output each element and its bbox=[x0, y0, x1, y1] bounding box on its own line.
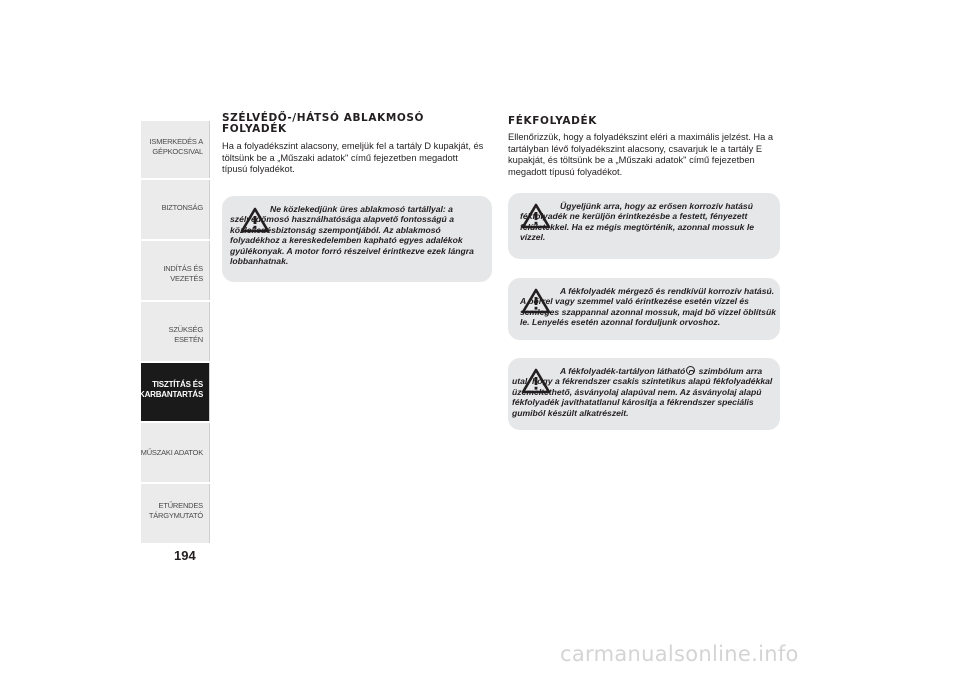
warning-text: A fékfolyadék mérgező és rendkívül korrozív hatású. A bőrrel vagy szemmel való érintkezése esetén vízzel és semleges szappannal azonnal mossuk, majd bő vízzel öblítsük le. Lenyelés esetén azonnal forduljunk orvoshoz. bbox=[520, 286, 776, 328]
tab-tisztitas-es-karbantartas[interactable] bbox=[141, 363, 210, 421]
brake-fluid-symbol-icon bbox=[686, 366, 695, 375]
tab-muszaki-adatok[interactable] bbox=[141, 423, 210, 482]
warning-text: Ne közlekedjünk üres ablakmosó tartállyal: a szélvédőmosó használhatósága alapvető fontosságú a közlekedésbiztonság szempontjából. Az ablakmosó folyadékhoz a kereskedelemben kapható egyes adalékok gyúlékonyak. A motor forró részeivel érintkezve ezek lángra lobbanhatnak. bbox=[230, 204, 474, 267]
title-line-1: SZÉLVÉDŐ-/HÁTSÓ ABLAKMOSÓ bbox=[222, 112, 425, 124]
warning-text-part-1: A fékfolyadék-tartályon látható bbox=[560, 366, 686, 376]
section-ablakmoso bbox=[222, 113, 492, 176]
warning-box bbox=[508, 193, 780, 259]
tab-label: ETŰRENDES TÁRGYMUTATÓ bbox=[148, 501, 203, 520]
warning-text: Ügyeljünk arra, hogy az erősen korrozív hatású fékfolyadék ne kerüljön érintkezésbe a festett, fényezett felületekkel. Ha ez mégis megtörténik, azonnal mossuk le vízzel. bbox=[520, 201, 755, 243]
warning-box bbox=[222, 196, 492, 282]
warning-text bbox=[512, 366, 776, 418]
tab-label: TISZTÍTÁS ÉS KARBANTARTÁS bbox=[139, 380, 204, 399]
section-fekfolyadek bbox=[508, 116, 780, 178]
tab-ismerkedes[interactable] bbox=[141, 121, 210, 178]
tab-biztonsag[interactable] bbox=[141, 180, 210, 239]
tab-inditas-es-vezetes[interactable] bbox=[141, 241, 210, 300]
section-body: Ha a folyadékszint alacsony, emeljük fel a tartály D kupakját, és töltsünk be a „Műszaki adatok" című fejezetben megadott típusú folyadékot. bbox=[222, 141, 484, 174]
warning-box bbox=[508, 278, 780, 340]
tab-szukseg-eseten[interactable] bbox=[141, 302, 210, 361]
page-number: 194 bbox=[174, 548, 196, 563]
tab-label: ISMERKEDÉS A GÉPKOCSIVAL bbox=[149, 137, 203, 156]
tab-label: INDÍTÁS ÉS VEZETÉS bbox=[163, 264, 203, 283]
section-title bbox=[222, 113, 492, 135]
tab-label: MŰSZAKI ADATOK bbox=[140, 448, 203, 457]
tab-label: SZÜKSÉG ESETÉN bbox=[168, 325, 203, 344]
title-line-2: FOLYADÉK bbox=[222, 123, 287, 135]
section-title: FÉKFOLYADÉK bbox=[508, 115, 597, 127]
tab-targymutato[interactable] bbox=[141, 484, 210, 543]
tab-label: BIZTONSÁG bbox=[161, 203, 203, 212]
section-body: Ellenőrizzük, hogy a folyadékszint eléri a maximális jelzést. Ha a tartályban lévő folyadékszint alacsony, csavarjuk le a tartály E kupakját, és töltsünk be a „Műszaki adatok" című fejezetben megadott típusú folyadékot. bbox=[508, 132, 774, 177]
warning-box bbox=[508, 358, 780, 430]
watermark: carmanualsonline.info bbox=[560, 642, 799, 666]
warning-text-part-2: szimbólum arra utal, hogy a fékrendszer csakis szintetikus alapú fékfolyadékkal üzemeltethető, ásványolaj alapúval nem. Az ásványolaj alapú fékfolyadék javíthatatlanul károsítja a fékrendszer speciális gumiból készült alkatrészeit. bbox=[512, 366, 773, 418]
